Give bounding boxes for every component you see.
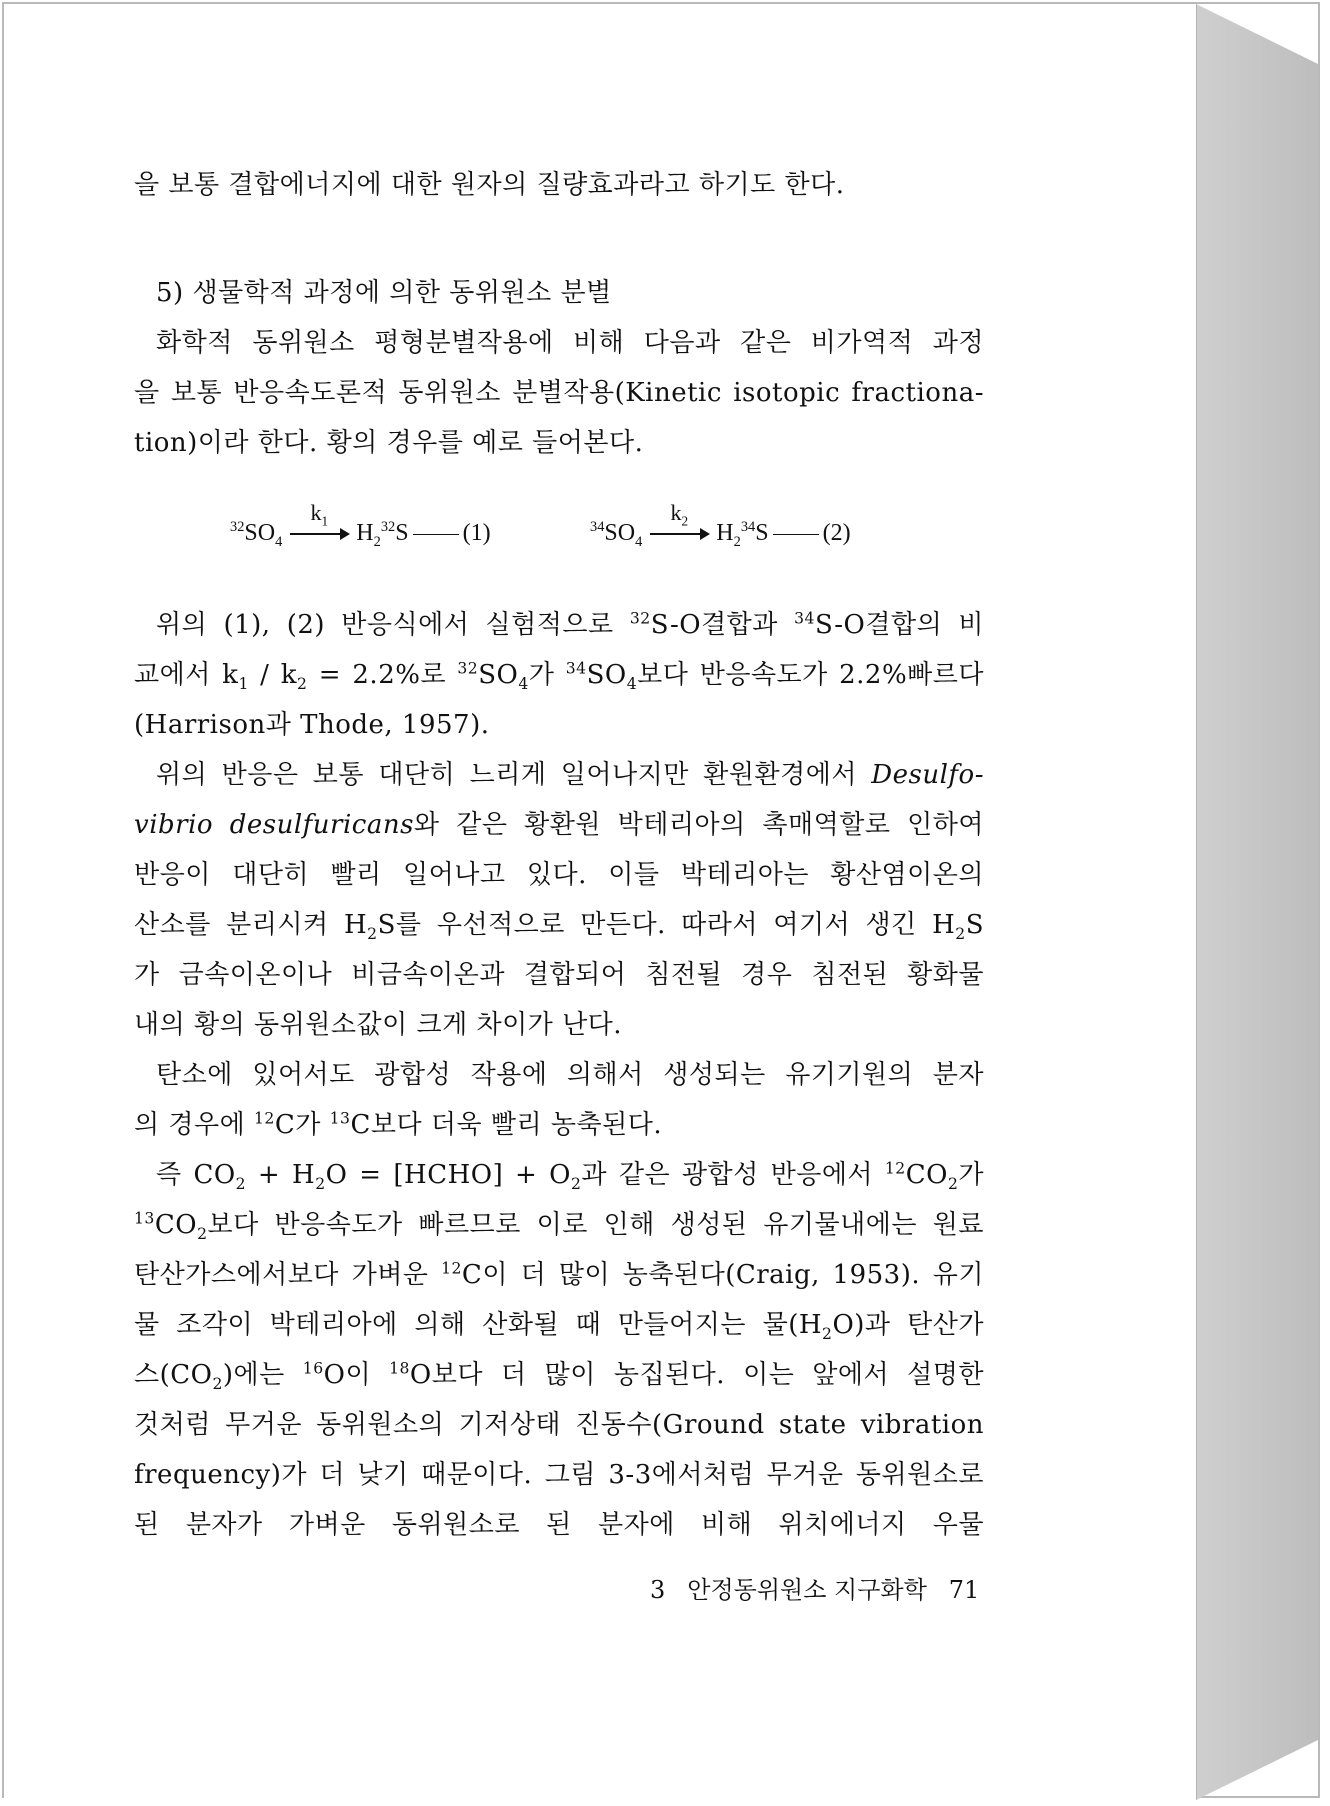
text-line: 가 금속이온이나 비금속이온과 결합되어 침전될 경우 침전된 황화물 (134, 960, 984, 990)
text-line: 물 조각이 박테리아에 의해 산화될 때 만들어지는 물$(H_2O)$과 탄산가 (134, 1310, 984, 1344)
subscript: 2 (733, 533, 741, 550)
section-heading: 5) 생물학적 과정에 의한 동위원소 분별 (156, 278, 612, 308)
product: S (395, 520, 409, 546)
rate-constant: k (670, 500, 682, 525)
reaction-arrow (648, 500, 710, 547)
page-edge-shadow (1196, 4, 1318, 1800)
text-line: $^{13}CO_2$보다 반응속도가 빠르므로 이로 인해 생성된 유기물내에는 원료 (134, 1209, 984, 1244)
text-line: 된 분자가 가벼운 동위원소로 된 분자에 비해 위치에너지 우물 (134, 1510, 984, 1540)
page-number: 71 (948, 1576, 980, 1604)
text-line: 반응이 대단히 빨리 일어나고 있다. 이들 박테리아는 황산염이온의 (134, 860, 984, 890)
chapter-title: 안정동위원소 지구화학 (687, 1576, 927, 1604)
section-block (134, 268, 984, 468)
text-line: 위의 (1), (2) 반응식에서 실험적으로 $^{32}$S-O결합과 $^{34}$S-O결합의 비 (156, 609, 984, 640)
text-line: 산소를 분리시켜 $H_2S$를 우선적으로 만든다. 따라서 여기서 생긴 $H_2S$ (134, 910, 984, 944)
subscript: 4 (635, 533, 643, 550)
product: S (755, 520, 769, 546)
isotope-sup: 34 (590, 519, 605, 535)
text-line: 내의 황의 동위원소값이 크게 차이가 난다. (134, 1010, 623, 1040)
text-line: tion)이라 한다. 황의 경우를 예로 들어본다. (134, 428, 644, 458)
text-line: 즉 $CO_2 + H_2O$ = [HCHO] + $O_2$과 같은 광합성 반응에서 $^{12}CO_2$가 (156, 1159, 984, 1194)
product: H (356, 520, 374, 546)
isotope-sup: 32 (380, 519, 396, 535)
text-line: 을 보통 반응속도론적 동위원소 분별작용(Kinetic isotopic fractiona- (134, 378, 984, 408)
text-line: 스$(CO_2)$에는 $^{16}$O이 $^{18}$O보다 더 많이 농집된다. 이는 앞에서 설명한 (134, 1359, 984, 1394)
text-line: 것처럼 무거운 동위원소의 기저상태 진동수(Ground state vibration (134, 1410, 984, 1440)
subscript: 4 (275, 533, 283, 550)
text-line: 의 경우에 $^{12}$C가 $^{13}$C보다 더욱 빨리 농축된다. (134, 1109, 663, 1140)
equation-number: (1) (462, 520, 491, 546)
reaction-equations (230, 500, 930, 580)
paragraph-block-top (134, 160, 984, 210)
subscript: 2 (373, 533, 381, 550)
isotope-sup: 34 (740, 519, 756, 535)
reactant: SO (244, 520, 276, 546)
reaction-1 (230, 500, 491, 550)
page-footer (650, 1570, 1001, 1605)
text-line: 탄산가스에서보다 가벼운 $^{12}$C이 더 많이 농축된다(Craig, 1953). 유기 (134, 1259, 984, 1290)
text-line: 을 보통 결합에너지에 대한 원자의 질량효과라고 하기도 한다. (134, 170, 845, 200)
rate-constant: k (310, 500, 322, 525)
equation-number: (2) (822, 520, 851, 546)
text-line: (Harrison과 Thode, 1957). (134, 710, 490, 740)
text-line: vibrio desulfuricans와 같은 황환원 박테리아의 촉매역할로 인하여 (134, 810, 984, 840)
paragraph-block-main (134, 600, 984, 1550)
subscript: 2 (681, 513, 689, 529)
subscript: 1 (321, 513, 329, 529)
reaction-2 (590, 500, 851, 550)
chapter-number: 3 (650, 1576, 666, 1604)
isotope-sup: 32 (230, 519, 245, 535)
reactant: SO (604, 520, 636, 546)
text-line: 화학적 동위원소 평형분별작용에 비해 다음과 같은 비가역적 과정 (156, 328, 984, 358)
text-line: 탄소에 있어서도 광합성 작용에 의해서 생성되는 유기기원의 분자 (156, 1060, 984, 1090)
product: H (716, 520, 734, 546)
text-line: 위의 반응은 보통 대단히 느리게 일어나지만 환원환경에서 Desulfo- (156, 760, 984, 790)
reaction-arrow (288, 500, 350, 547)
text-line: frequency)가 더 낮기 때문이다. 그림 3-3에서처럼 무거운 동위원소로 (134, 1460, 984, 1490)
text-line: 교에서 $k_1 / k_2 = 2.2\%$로 $^{32}SO_4$가 $^{34}SO_4$보다 반응속도가 2.2%빠르다 (134, 659, 984, 694)
